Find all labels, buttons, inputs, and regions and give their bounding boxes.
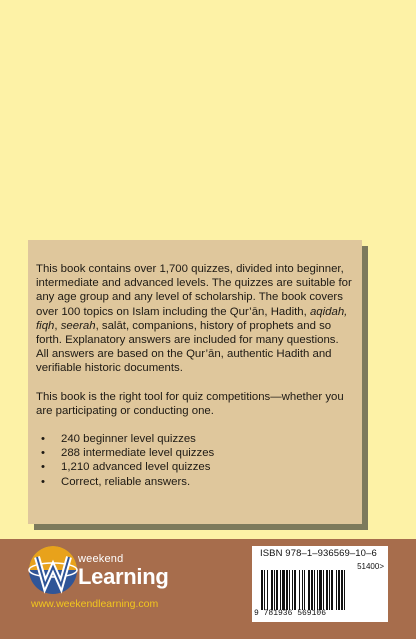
barcode — [260, 570, 382, 610]
barcode-stripe — [317, 570, 318, 610]
feature-list — [36, 432, 352, 489]
blurb-text: , — [54, 319, 61, 332]
barcode-stripe — [336, 570, 337, 610]
barcode-stripe — [326, 570, 328, 610]
blurb-paragraph-2: This book is the right tool for quiz competitions—whether you are participating or conducting one. — [36, 390, 344, 417]
blurb-text: This book contains over 1,700 quizzes, divided into beginner, intermediate and advanced levels. The quizzes are suitable for any age group and any level of scholarship. The book covers over 100 topics on Islam including the Qur’ān, Hadith, — [36, 263, 352, 318]
barcode-stripe — [311, 570, 313, 610]
blurb-box — [28, 240, 362, 524]
barcode-stripe — [341, 570, 343, 610]
barcode-stripe — [323, 570, 324, 610]
barcode-stripe — [294, 570, 296, 610]
logo-text-weekend: weekend — [78, 553, 124, 565]
feature-item: • 288 intermediate level quizzes — [36, 446, 352, 460]
feature-item: • 1,210 advanced level quizzes — [36, 460, 352, 474]
barcode-stripe — [280, 570, 281, 610]
term-aqidah: aqidah, — [309, 305, 348, 318]
barcode-stripe — [331, 570, 333, 610]
barcode-stripe — [308, 570, 310, 610]
blurb-paragraph-1 — [36, 262, 352, 376]
term-seerah: seerah — [60, 319, 96, 332]
barcode-stripe — [292, 570, 293, 610]
barcode-stripe — [319, 570, 322, 610]
barcode-stripe — [271, 570, 273, 610]
barcode-stripe — [302, 570, 303, 610]
price-code: 51400> — [357, 562, 384, 571]
term-fiqh: fiqh — [36, 319, 55, 332]
feature-item: • Correct, reliable answers. — [36, 475, 352, 489]
barcode-stripe — [267, 570, 268, 610]
publisher-logo — [28, 545, 168, 595]
barcode-stripe — [261, 570, 263, 610]
w-globe-logo-icon — [28, 545, 78, 595]
feature-item: • 240 beginner level quizzes — [36, 432, 352, 446]
barcode-stripe — [304, 570, 305, 610]
barcode-stripe — [282, 570, 285, 610]
blurb-text: , salāt, companions, history of prophets and so forth. Explanatory answers are included for many questions. All answers are based on the Qur’ān, authentic Hadith and verifiable historic documents. — [36, 319, 339, 375]
logo-text-learning: Learning — [78, 564, 169, 589]
barcode-stripe — [274, 570, 275, 610]
barcode-stripe — [289, 570, 290, 610]
isbn-label: ISBN 978–1–936569–10–6 — [260, 548, 377, 559]
barcode-stripe — [314, 570, 315, 610]
barcode-stripe — [299, 570, 300, 610]
barcode-box — [252, 546, 388, 622]
barcode-stripe — [264, 570, 265, 610]
barcode-stripe — [338, 570, 340, 610]
barcode-digits: 9 781936 569106 — [254, 609, 327, 618]
barcode-stripe — [329, 570, 330, 610]
publisher-url: www.weekendlearning.com — [31, 598, 159, 610]
barcode-stripe — [286, 570, 288, 610]
barcode-stripe — [276, 570, 278, 610]
price-code-text: 51400 — [357, 562, 380, 571]
barcode-stripe — [344, 570, 345, 610]
